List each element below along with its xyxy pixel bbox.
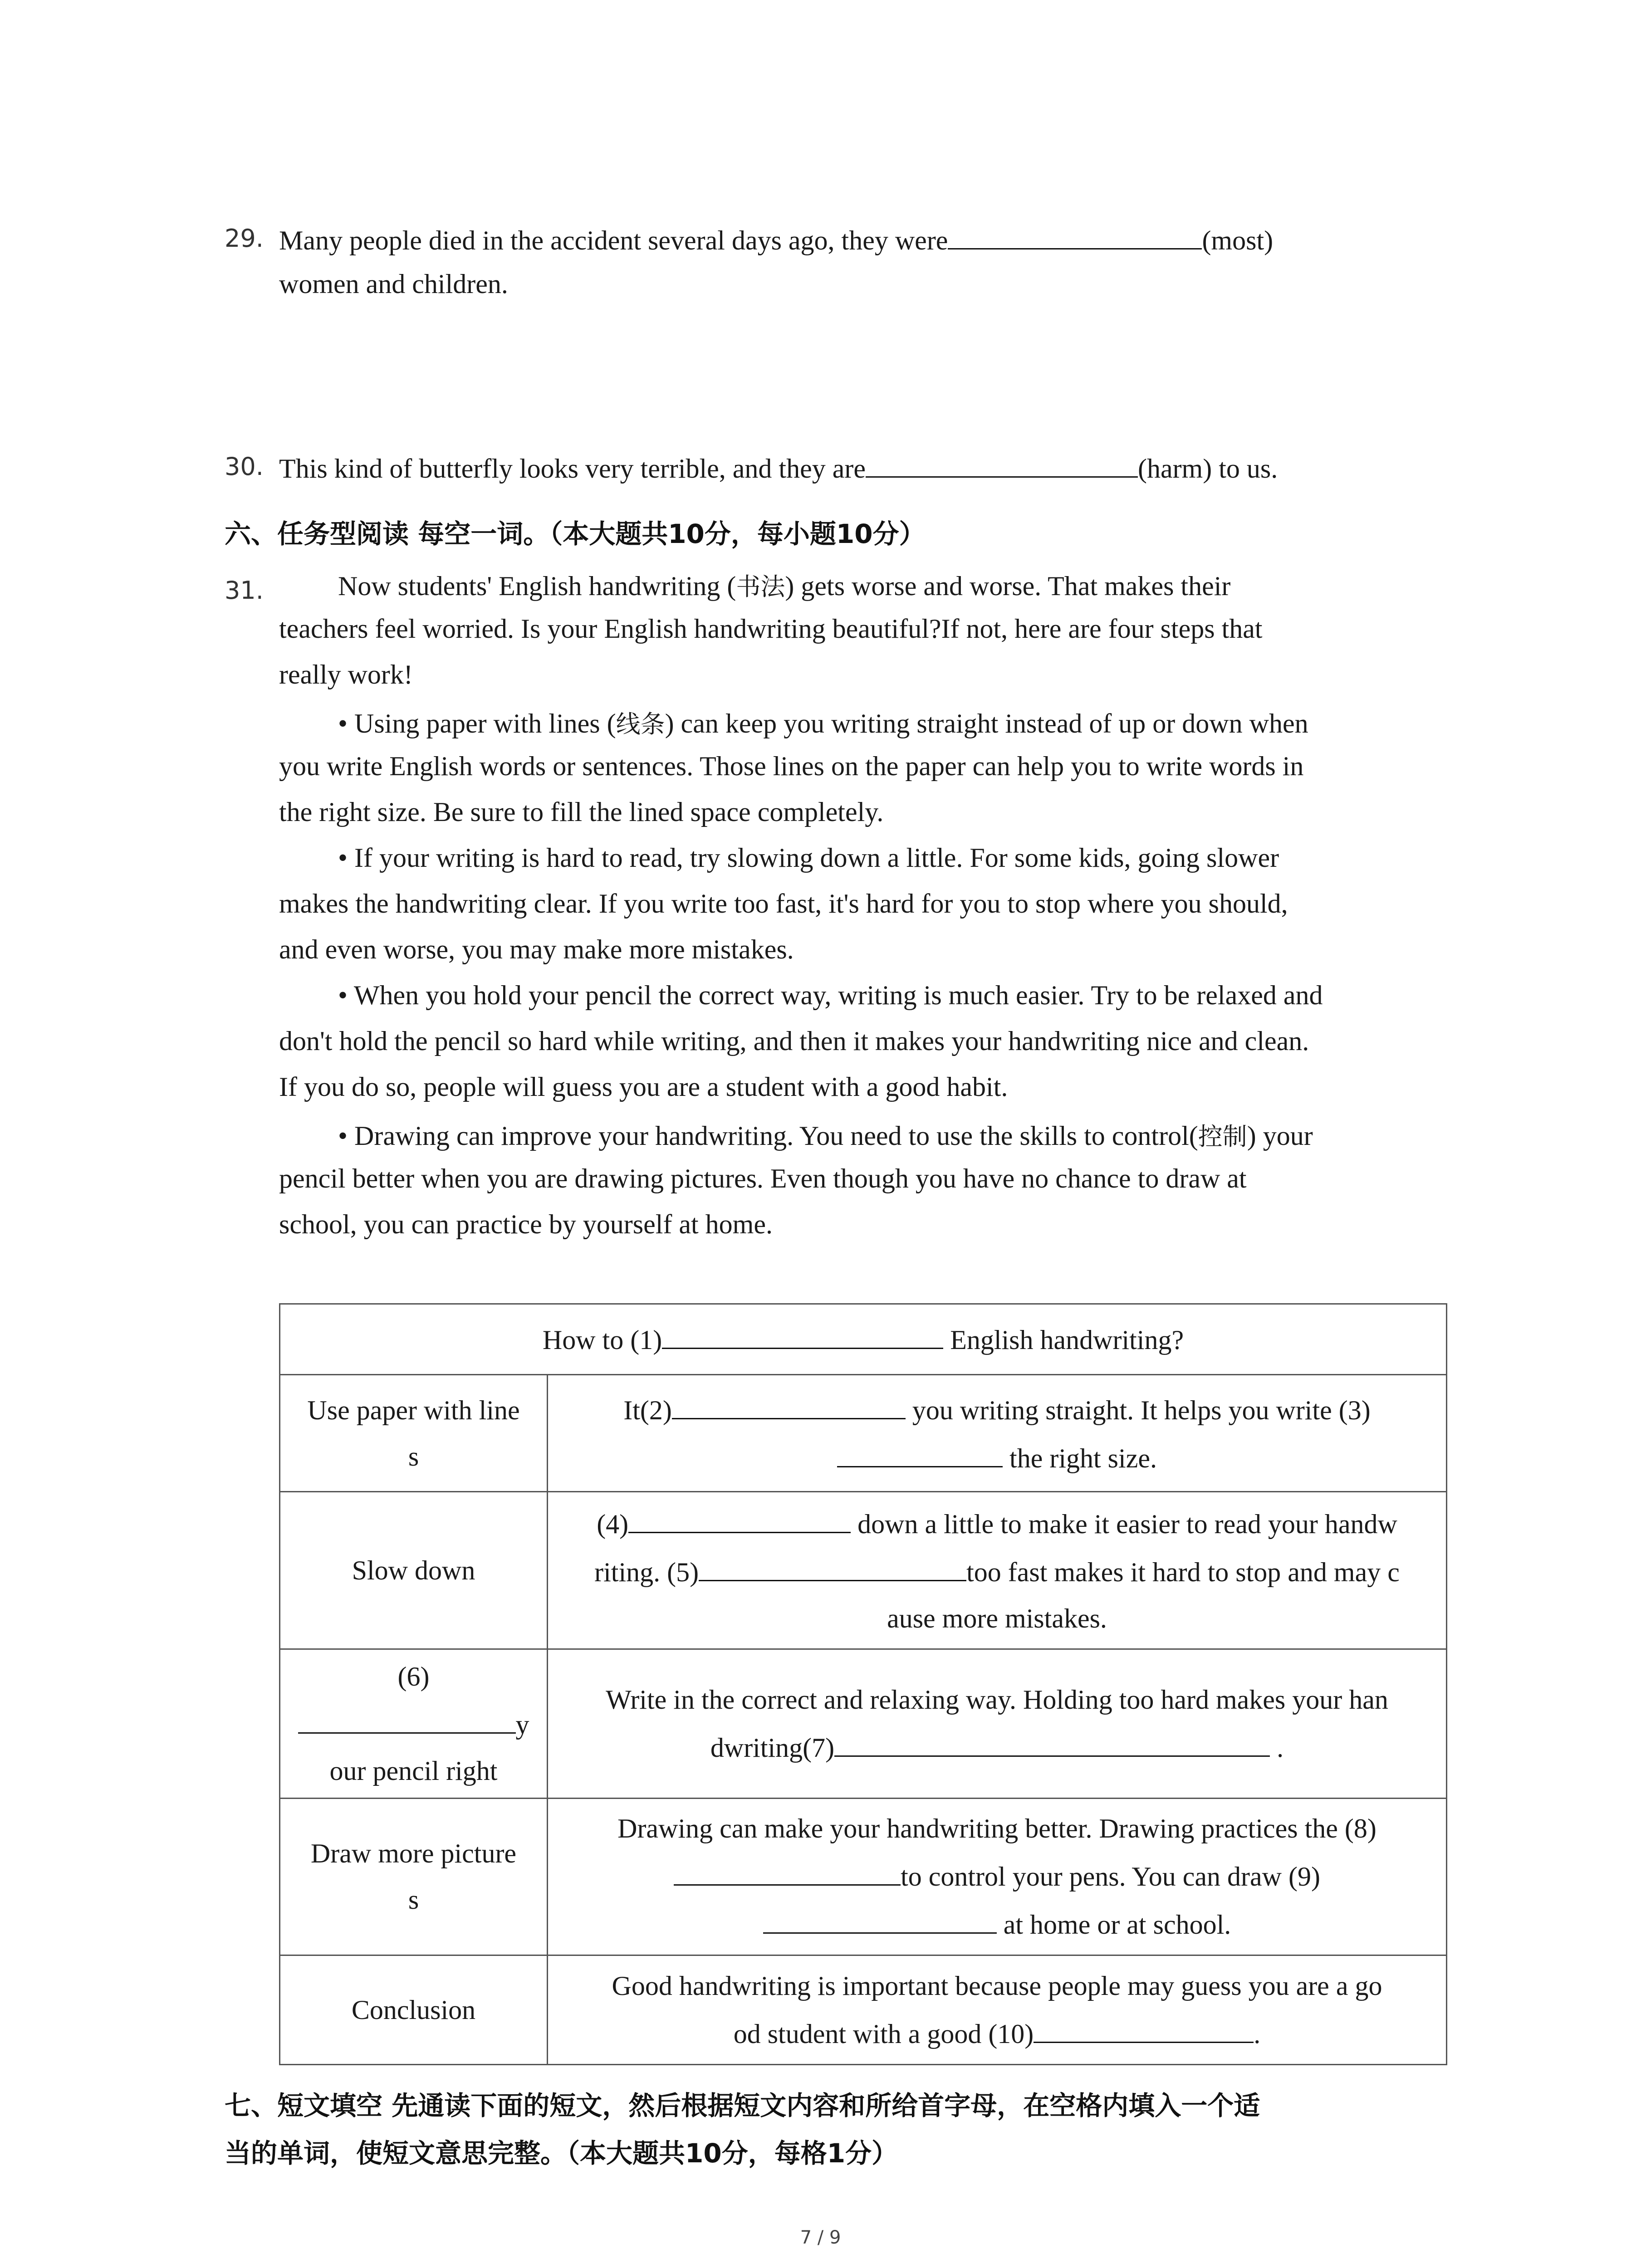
passage-line: • Drawing can improve your handwriting. You need to use the skills to control(控制) your — [338, 1121, 1313, 1151]
table-row — [280, 1374, 1447, 1492]
table-header-cell: How to (1) English handwriting? — [280, 1304, 1447, 1375]
table-row — [280, 1492, 1447, 1649]
question-number: 30. — [225, 452, 264, 481]
answer-blank-1[interactable] — [662, 1315, 943, 1349]
answer-blank-9[interactable] — [763, 1900, 997, 1934]
table-step-cell: Slow down — [280, 1492, 548, 1649]
passage-line: pencil better when you are drawing pictures. Even though you have no chance to draw at — [279, 1163, 1247, 1193]
answer-blank-5[interactable] — [699, 1547, 966, 1581]
table-row — [280, 1304, 1447, 1375]
question-text: This kind of butterfly looks very terrible, and they are (harm) to us. — [279, 444, 1278, 492]
table-detail-cell: Good handwriting is important because people may guess you are a go od student with a good (10) . — [548, 1955, 1447, 2065]
table-step-cell: Conclusion — [280, 1955, 548, 2065]
task-table — [279, 1303, 1447, 2065]
answer-blank-2[interactable] — [672, 1385, 906, 1419]
passage-line: Now students' English handwriting (书法) gets worse and worse. That makes their — [338, 571, 1231, 601]
table-row — [280, 1649, 1447, 1798]
passage-line: school, you can practice by yourself at home. — [279, 1209, 773, 1239]
answer-blank-7[interactable] — [834, 1723, 1270, 1757]
table-detail-cell: (4) down a little to make it easier to read your handw riting. (5) too fast makes it hard to stop and may c ause more mistakes. — [548, 1492, 1447, 1649]
passage-line: don't hold the pencil so hard while writing, and then it makes your handwriting nice and clean. — [279, 1026, 1309, 1056]
table-step-cell: Draw more picture s — [280, 1798, 548, 1955]
answer-blank[interactable] — [948, 215, 1202, 249]
table-detail-cell: Drawing can make your handwriting better. Drawing practices the (8) to control your pens. You can draw (9) at home or at school. — [548, 1798, 1447, 1955]
table-detail-cell: Write in the correct and relaxing way. Holding too hard makes your han dwriting(7) . — [548, 1649, 1447, 1798]
page-number: 7 / 9 — [800, 2227, 841, 2248]
answer-blank-8[interactable] — [674, 1852, 901, 1886]
question-text: Many people died in the accident several days ago, they were (most) — [279, 215, 1273, 264]
passage-line: the right size. Be sure to fill the lined space completely. — [279, 797, 884, 827]
passage-line: you write English words or sentences. Those lines on the paper can help you to write words in — [279, 751, 1304, 781]
answer-blank-6[interactable] — [298, 1700, 516, 1734]
answer-blank-10[interactable] — [1034, 2009, 1254, 2043]
table-step-cell: Use paper with line s — [280, 1374, 548, 1492]
table-row — [280, 1798, 1447, 1955]
answer-blank[interactable] — [866, 444, 1138, 478]
passage-line: teachers feel worried. Is your English handwriting beautiful?If not, here are four steps that — [279, 614, 1263, 644]
answer-blank-4[interactable] — [628, 1499, 851, 1533]
question-number: 31. — [225, 576, 264, 605]
section-seven-heading-continued: 当的单词，使短文意思完整。（本大题共10分，每格1分） — [225, 2138, 898, 2169]
passage-line: makes the handwriting clear. If you write too fast, it's hard for you to stop where you should, — [279, 889, 1288, 919]
passage-line: • If your writing is hard to read, try slowing down a little. For some kids, going slower — [338, 843, 1279, 873]
section-seven-heading: 七、短文填空 先通读下面的短文，然后根据短文内容和所给首字母，在空格内填入一个适 — [225, 2090, 1260, 2121]
table-detail-cell: It(2) you writing straight. It helps you write (3) the right size. — [548, 1374, 1447, 1492]
answer-blank-3[interactable] — [837, 1433, 1003, 1467]
question-text-continued: women and children. — [279, 269, 508, 299]
question-number: 29. — [225, 224, 264, 253]
table-row — [280, 1955, 1447, 2065]
passage-line: really work! — [279, 660, 413, 689]
section-six-heading: 六、任务型阅读 每空一词。（本大题共10分，每小题10分） — [225, 518, 926, 549]
passage-line: • Using paper with lines (线条) can keep you writing straight instead of up or down when — [338, 709, 1308, 738]
table-step-cell: (6) y our pencil right — [280, 1649, 548, 1798]
passage-line: • When you hold your pencil the correct way, writing is much easier. Try to be relaxed and — [338, 980, 1323, 1010]
passage-line: and even worse, you may make more mistakes. — [279, 934, 794, 964]
passage-line: If you do so, people will guess you are a student with a good habit. — [279, 1072, 1008, 1102]
